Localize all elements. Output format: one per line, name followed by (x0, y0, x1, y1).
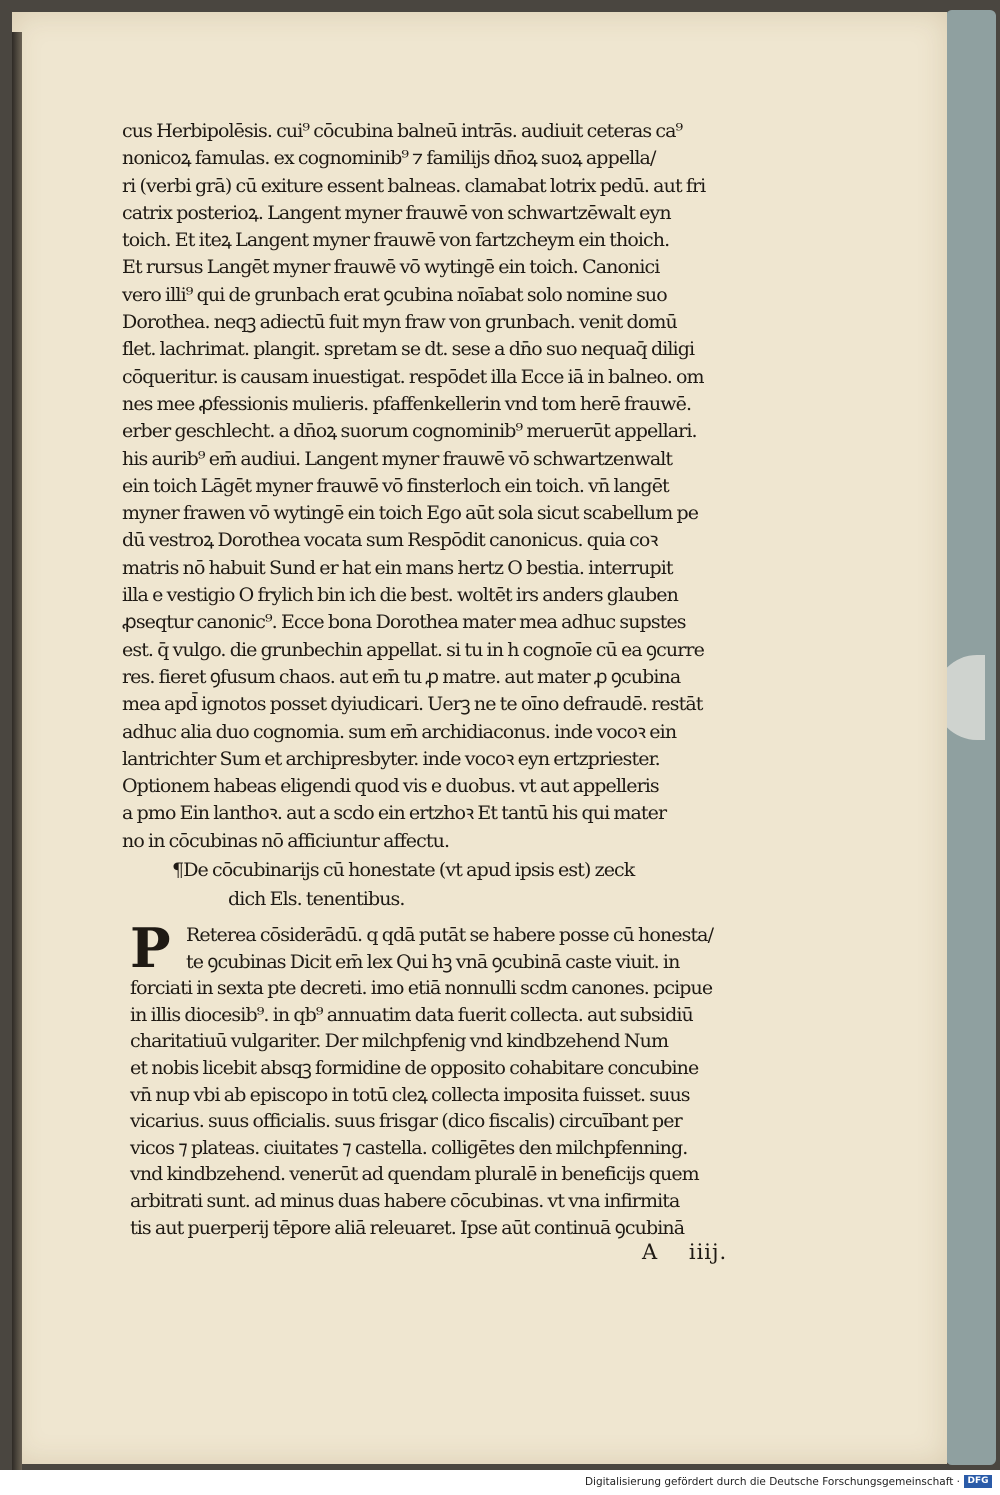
text-line: vero illi⁹ qui de grunbach erat ꝯcubina noīabat solo nomine suo (122, 283, 667, 306)
text-line: res. fieret ꝯfusum chaos. aut em̄ tu ꝓ matre. aut mater ꝓ ꝯcubina (122, 665, 681, 688)
text-line: ein toich Lāgēt myner frauwē vō finsterloch ein toich. vn̄ langēt (122, 474, 669, 497)
text-line: vn̄ nup vbi ab episcopo in totū cleꝝ collecta imposita fuisset. suus (130, 1083, 690, 1106)
text-line: ꝓseqtur canonic⁹. Ecce bona Dorothea mater mea adhuc supstes (122, 611, 686, 634)
book-spine (12, 32, 22, 1472)
text-line: lantrichter Sum et archipresbyter. inde vocoꝛ eyn ertzpriester. (122, 747, 660, 770)
text-line: catrix posterioꝝ. Langent myner frauwē von schwartzēwalt eyn (122, 201, 671, 224)
text-line: cus Herbipolēsis. cui⁹ cōcubina balneū intrās. audiuit ceteras ca⁹ (122, 120, 683, 142)
text-line: ri (verbi grā) cū exiture essent balneas. clamabat lotrix pedū. aut fri (122, 174, 706, 197)
text-line: his aurib⁹ em̄ audiui. Langent myner frauwē vō schwartzenwalt (122, 447, 673, 470)
text-line: dū vestroꝝ Dorothea vocata sum Respōdit canonicus. quia coꝛ (122, 529, 658, 552)
footer-credit: Digitalisierung gefördert durch die Deutsche Forschungsgemeinschaft · (584, 1476, 960, 1488)
text-line: nes mee ꝓfessionis mulieris. pfaffenkellerin vnd tom herē frauwē. (122, 392, 692, 415)
text-line: est. q̄ vulgo. die grunbechin appellat. si tu in h cognoīe cū ea ꝯcurre (122, 638, 704, 661)
text-line: in illis diocesib⁹. in qb⁹ annuatim data fuerit collecta. aut subsidiū (130, 1003, 693, 1026)
text-line: toich. Et iteꝝ Langent myner frauwē von fartzcheym ein thoich. (122, 229, 670, 252)
text-line: adhuc alia duo cognomia. sum em̄ archidiaconus. inde vocoꝛ ein (122, 720, 677, 743)
text-line: Et rursus Langēt myner frauwē vō wytingē ein toich. Canonici (122, 256, 660, 279)
text-line: Dorothea. neqꝫ adiectū fuit myn fraw von grunbach. venit domū (122, 311, 677, 334)
text-line: myner frawen vō wytingē ein toich Ego aūt sola sicut scabellum pe (122, 502, 699, 525)
text-line: charitatiuū vulgariter. Der milchpfenig vnd kindbzehend Num (130, 1030, 669, 1053)
text-line: cōqueritur. is causam inuestigat. respōdet illa Ecce iā in balneo. om (122, 365, 704, 388)
text-line: dich Els. tenentibus. (228, 888, 405, 910)
text-line: arbitrati sunt. ad minus duas habere cōcubinas. vt vna infirmita (130, 1189, 680, 1212)
text-line: no in cōcubinas nō afficiuntur affectu. (122, 829, 450, 852)
dfg-logo-icon: DFG (964, 1475, 992, 1488)
text-line: Optionem habeas eligendi quod vis e duobus. vt aut appelleris (122, 775, 659, 798)
text-line: erber geschlecht. a dn̄oꝝ suorum cognominib⁹ meruerūt appellari. (122, 420, 697, 443)
signature-mark: A iiij. (642, 1240, 728, 1264)
text-line: tis aut puerperij tēpore aliā releuaret. Ipse aūt continuā ꝯcubinā (130, 1216, 685, 1239)
text-line: vicos ⁊ plateas. ciuitates ⁊ castella. colligētes den milchpfenning. (130, 1136, 688, 1159)
text-line: flet. lachrimat. plangit. spretam se dt. sese a dn̄o suo nequaq̄ diligi (122, 338, 695, 361)
text-line: mea apd̄ ignotos posset dyiudicari. Uerꝫ ne te oīno defraudē. restāt (122, 693, 703, 716)
text-line: Reterea cōsiderādū. q qdā putāt se habere posse cū honesta/ (186, 924, 714, 946)
drop-cap-initial: P (130, 916, 171, 980)
text-line: matris nō habuit Sund er hat ein mans hertz O bestia. interrupit (122, 556, 673, 579)
text-line: vicarius. suus officialis. suus frisgar (dico fiscalis) circuībant per (130, 1110, 682, 1133)
text-line: et nobis licebit absqꝫ formidine de opposito cohabitare concubine (130, 1056, 699, 1079)
text-line: vnd kindbzehend. venerūt ad quendam pluralē in beneficijs quem (130, 1163, 699, 1186)
main-text-block (122, 118, 782, 855)
text-line: te ꝯcubinas Dicit em̄ lex Qui hꝫ vnā ꝯcubinā caste viuit. in (186, 950, 680, 973)
text-line: illa e vestigio O frylich bin ich die best. woltēt irs anders glauben (122, 584, 678, 607)
text-line: nonicoꝝ famulas. ex cognominib⁹ ⁊ familijs dn̄oꝝ suoꝝ appella/ (122, 147, 656, 170)
second-text-block (130, 916, 790, 1241)
text-line: ¶De cōcubinarijs cū honestate (vt apud ipsis est) zeck (172, 859, 635, 881)
text-line: forciati in sexta pte decreti. imo etiā nonnulli scdm canones. pcipue (130, 977, 713, 1000)
text-line: a pmo Ein lanthoꝛ. aut a scdo ein ertzhoꝛ Et tantū his qui mater (122, 802, 667, 825)
section-heading (172, 856, 732, 914)
